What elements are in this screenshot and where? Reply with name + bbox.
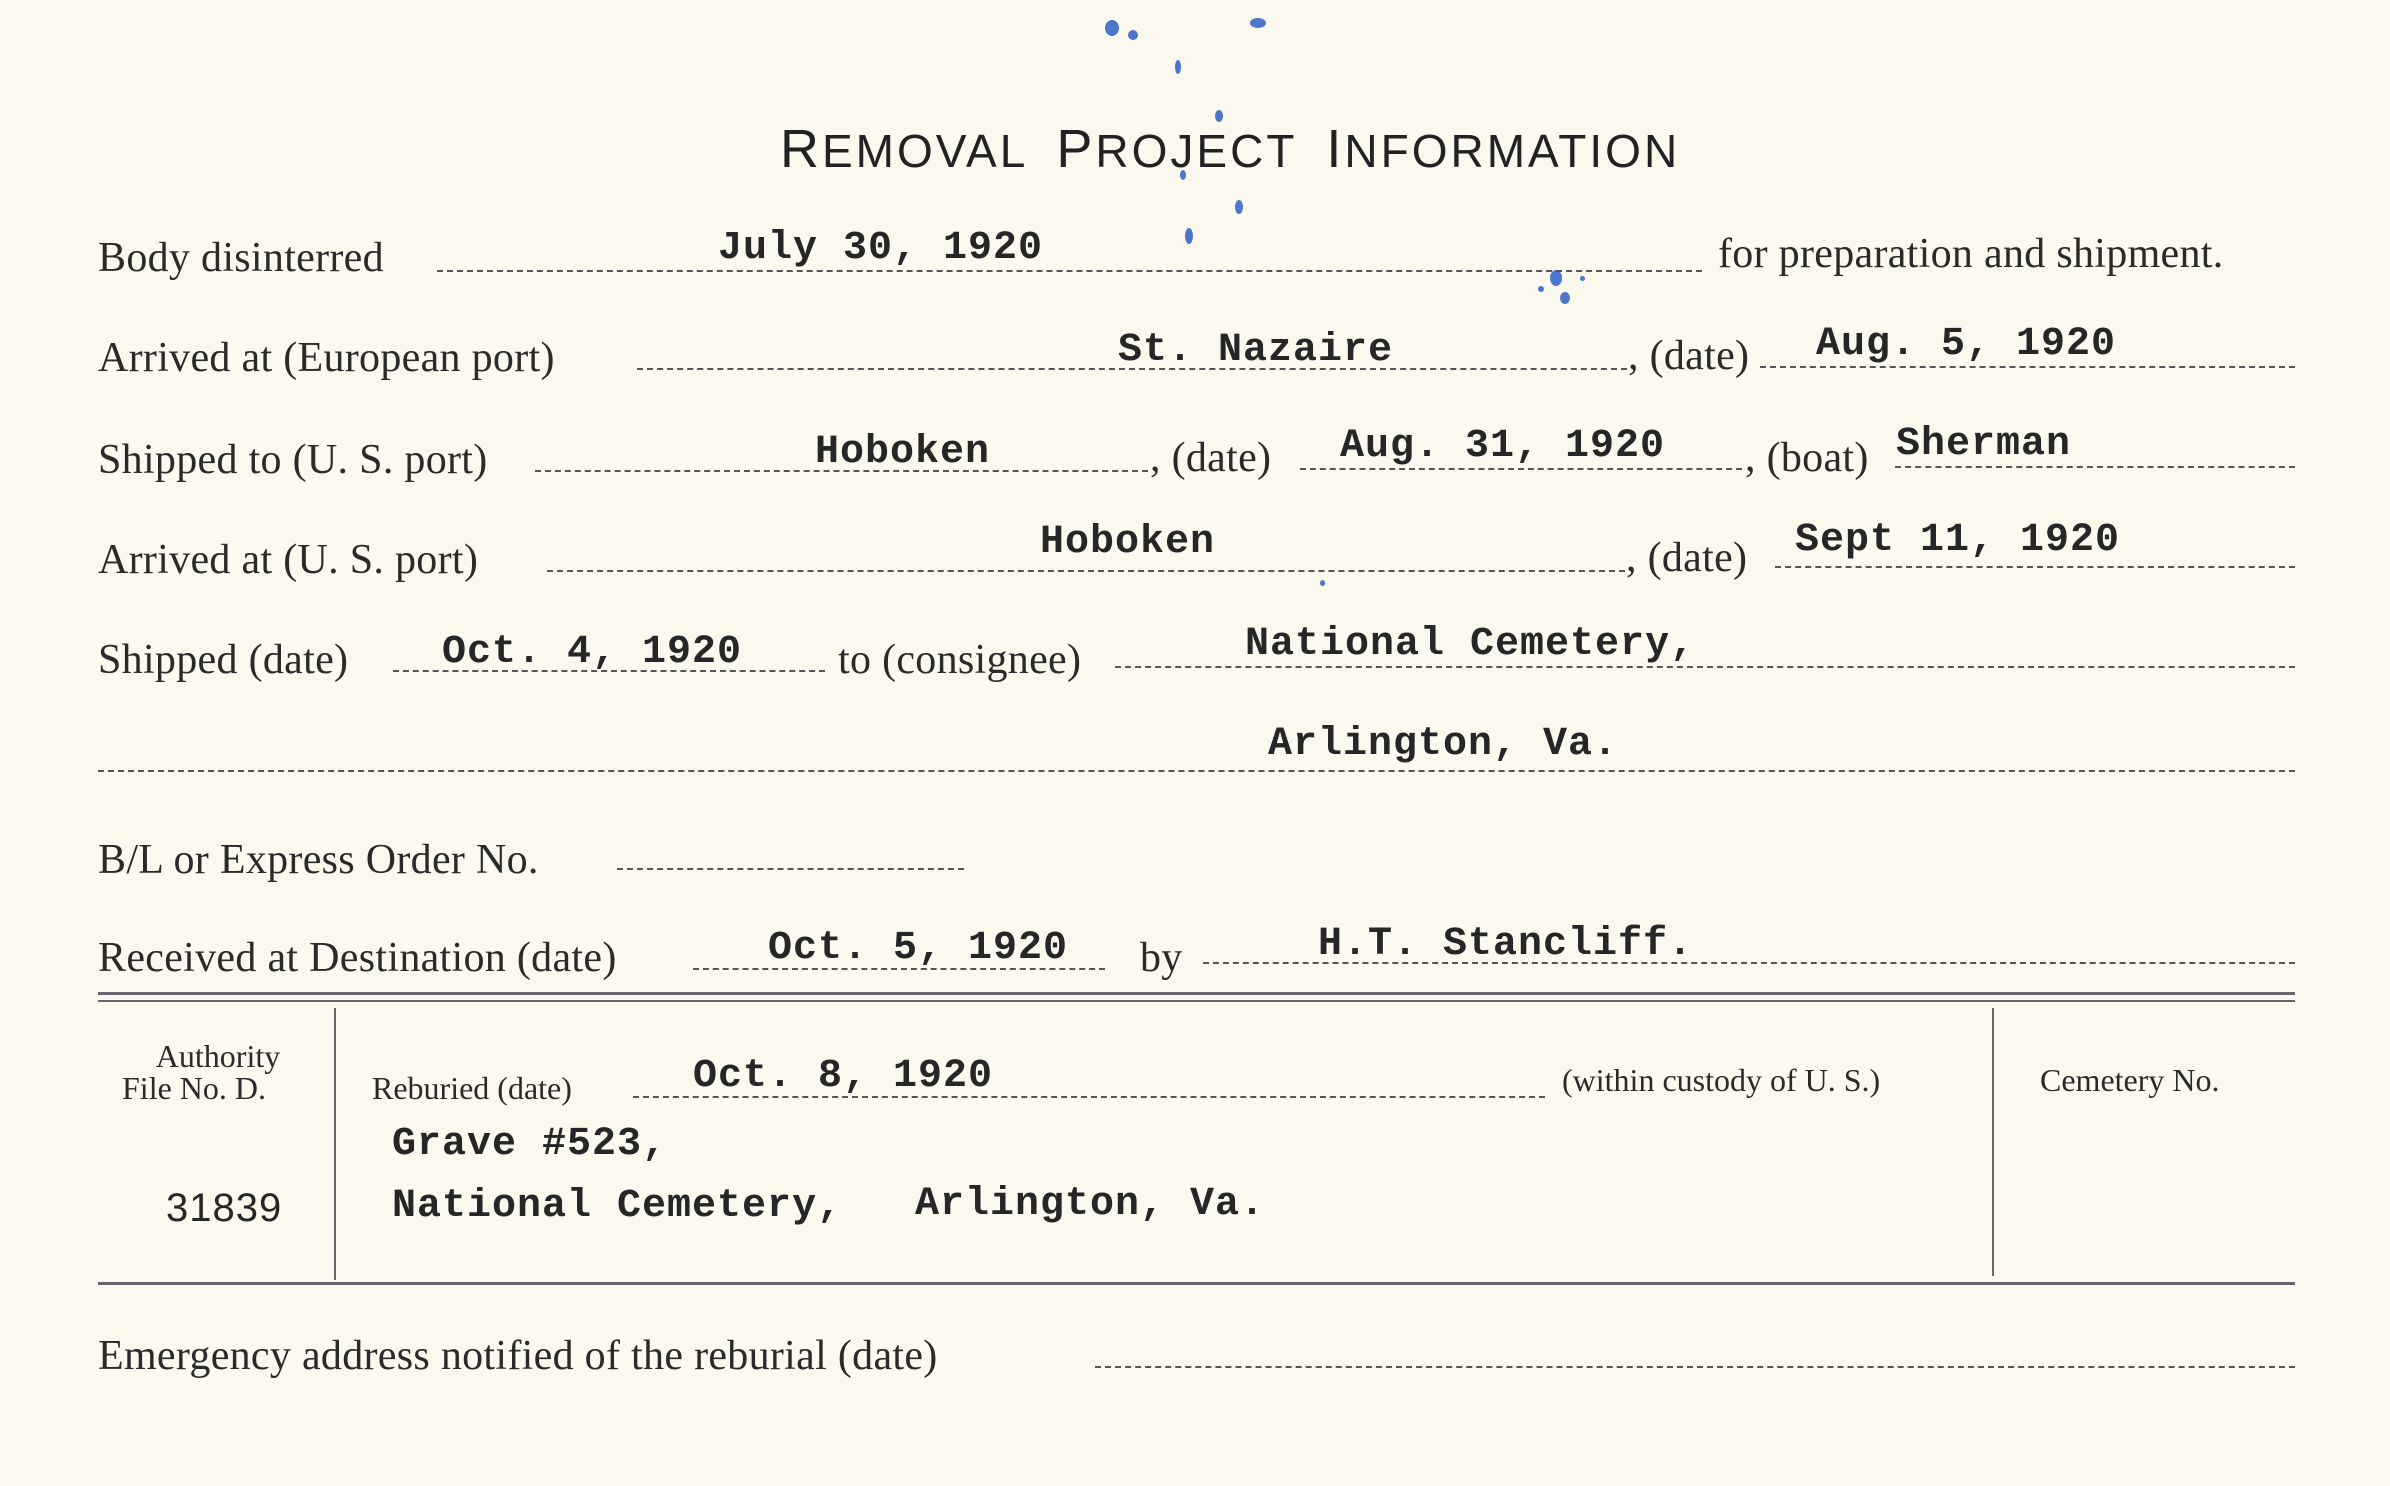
body-disinterred-label: Body disinterred — [98, 235, 384, 281]
file-no-label: File No. D. — [122, 1070, 266, 1106]
reburied-date-label: Reburied (date) — [372, 1070, 572, 1106]
arrived-us-port-label: Arrived at (U. S. port) — [98, 537, 479, 583]
us-port-shipped-value: Hoboken — [815, 430, 991, 475]
grave-line1-value: Grave #523, — [392, 1122, 668, 1167]
received-by-value: H.T. Stancliff. — [1318, 922, 1694, 967]
by-label: by — [1140, 935, 1183, 981]
shipped-date-value: Aug. 31, 1920 — [1340, 424, 1666, 469]
bl-order-label: B/L or Express Order No. — [98, 837, 539, 883]
card-title: REMOVAL PROJECT INFORMATION — [780, 119, 1681, 179]
us-port-arrived-value: Hoboken — [1040, 520, 1216, 565]
european-arrival-date-value: Aug. 5, 1920 — [1816, 322, 2117, 367]
us-arrival-date-label: , (date) — [1626, 535, 1748, 581]
received-date-value: Oct. 5, 1920 — [768, 926, 1069, 971]
within-custody-label: (within custody of U. S.) — [1562, 1062, 1881, 1098]
shipped-date-label: , (date) — [1150, 435, 1272, 481]
consignee-ship-date-value: Oct. 4, 1920 — [442, 630, 743, 675]
emergency-address-label: Emergency address notified of the reburial (date) — [98, 1333, 938, 1379]
disinterred-date-value: July 30, 1920 — [718, 226, 1044, 271]
us-arrival-date-value: Sept 11, 1920 — [1795, 518, 2121, 563]
shipped-date-consignee-label: Shipped (date) — [98, 637, 349, 683]
cemetery-no-label: Cemetery No. — [2040, 1062, 2220, 1098]
european-port-value: St. Nazaire — [1118, 328, 1394, 373]
authority-label: Authority — [155, 1038, 281, 1074]
authority-file-no-value: 31839 — [166, 1186, 283, 1230]
boat-label: , (boat) — [1745, 435, 1869, 481]
grave-line3-value: Arlington, Va. — [915, 1182, 1266, 1227]
shipped-to-us-port-label: Shipped to (U. S. port) — [98, 437, 488, 483]
consignee-line1-value: National Cemetery, — [1245, 622, 1696, 667]
received-destination-label: Received at Destination (date) — [98, 935, 617, 981]
arrived-european-port-label: Arrived at (European port) — [98, 335, 555, 381]
reburied-date-value: Oct. 8, 1920 — [693, 1054, 994, 1099]
boat-value: Sherman — [1896, 422, 2072, 467]
for-preparation-label: for preparation and shipment. — [1718, 231, 2224, 277]
consignee-line2-value: Arlington, Va. — [1268, 722, 1619, 767]
european-date-label: , (date) — [1628, 333, 1750, 379]
to-consignee-label: to (consignee) — [838, 637, 1082, 683]
grave-line2-value: National Cemetery, — [392, 1184, 843, 1229]
